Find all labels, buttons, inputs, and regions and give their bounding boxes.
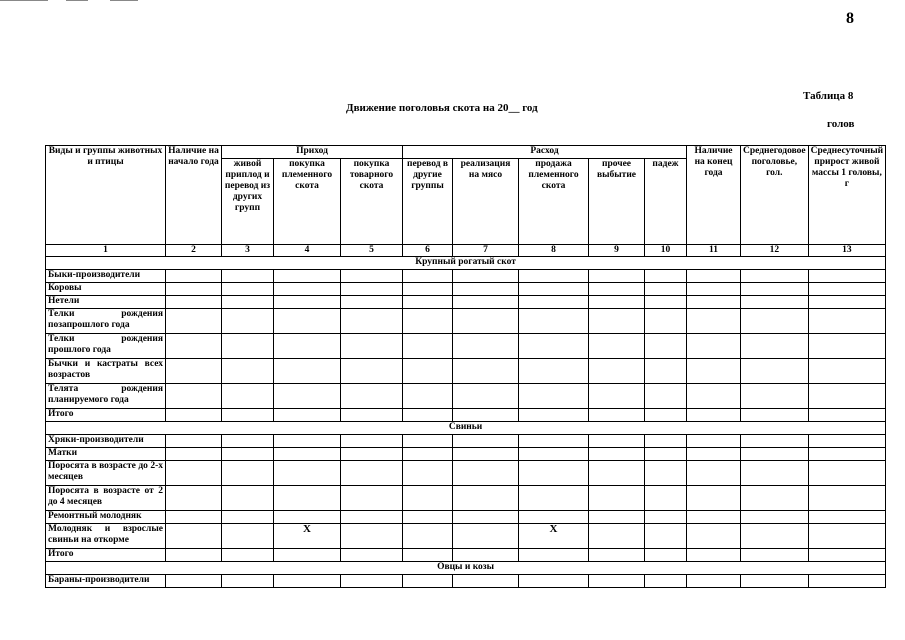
column-number: 9 — [589, 245, 645, 257]
data-cell — [519, 384, 589, 409]
table-row — [46, 309, 886, 334]
row-label: Телки рождения позапрошлого года — [46, 309, 166, 334]
data-cell — [222, 461, 274, 486]
data-cell — [341, 334, 403, 359]
header-gain: Среднесуточный прирост живой массы 1 головы, г — [808, 146, 885, 245]
data-cell — [741, 409, 809, 422]
row-label: Коровы — [46, 283, 166, 296]
data-cell — [166, 461, 222, 486]
data-cell — [808, 461, 885, 486]
data-cell — [645, 270, 687, 283]
page-number: 8 — [846, 10, 854, 27]
data-cell — [403, 435, 453, 448]
data-cell — [453, 448, 519, 461]
data-cell — [808, 283, 885, 296]
data-cell — [403, 334, 453, 359]
data-cell — [519, 309, 589, 334]
data-cell — [222, 511, 274, 524]
row-label: Итого — [46, 549, 166, 562]
data-cell — [341, 435, 403, 448]
data-cell — [687, 296, 741, 309]
table-row — [46, 549, 886, 562]
data-cell — [403, 359, 453, 384]
data-cell — [222, 283, 274, 296]
data-cell — [687, 283, 741, 296]
data-cell — [222, 359, 274, 384]
data-cell — [645, 409, 687, 422]
data-cell — [687, 524, 741, 549]
data-cell — [741, 270, 809, 283]
data-cell — [808, 486, 885, 511]
data-cell — [341, 448, 403, 461]
row-label: Поросята в возрасте от 2 до 4 месяцев — [46, 486, 166, 511]
header-income: Приход — [222, 146, 403, 159]
data-cell — [687, 309, 741, 334]
data-cell — [808, 435, 885, 448]
data-cell — [453, 334, 519, 359]
data-cell — [453, 359, 519, 384]
data-cell — [808, 549, 885, 562]
table-row — [46, 461, 886, 486]
data-cell — [166, 409, 222, 422]
data-cell — [589, 359, 645, 384]
table-row — [46, 296, 886, 309]
data-cell — [403, 384, 453, 409]
data-cell — [453, 549, 519, 562]
header-income-breeding: покупка племенного скота — [274, 159, 341, 245]
data-cell — [403, 461, 453, 486]
data-cell — [645, 524, 687, 549]
data-cell — [274, 448, 341, 461]
data-cell — [645, 283, 687, 296]
table-row — [46, 486, 886, 511]
data-cell — [341, 309, 403, 334]
data-cell — [519, 334, 589, 359]
data-cell — [687, 549, 741, 562]
data-cell — [645, 359, 687, 384]
data-cell — [808, 409, 885, 422]
data-cell — [403, 549, 453, 562]
data-cell — [403, 575, 453, 588]
data-cell — [453, 409, 519, 422]
data-cell — [341, 461, 403, 486]
data-cell — [808, 524, 885, 549]
data-cell — [403, 486, 453, 511]
data-cell — [741, 283, 809, 296]
data-cell — [687, 384, 741, 409]
data-cell — [341, 511, 403, 524]
data-cell — [166, 296, 222, 309]
data-cell — [341, 270, 403, 283]
data-cell — [403, 309, 453, 334]
column-number: 8 — [519, 245, 589, 257]
data-cell — [741, 309, 809, 334]
data-cell — [274, 409, 341, 422]
data-cell — [687, 575, 741, 588]
data-cell — [645, 384, 687, 409]
data-cell — [341, 409, 403, 422]
data-cell — [403, 409, 453, 422]
data-cell — [687, 461, 741, 486]
column-number: 13 — [808, 245, 885, 257]
data-cell — [589, 270, 645, 283]
data-cell — [453, 283, 519, 296]
data-cell — [453, 524, 519, 549]
data-cell — [741, 435, 809, 448]
data-cell — [589, 296, 645, 309]
data-cell — [453, 486, 519, 511]
section-title: Свиньи — [46, 422, 886, 435]
data-cell — [222, 409, 274, 422]
data-cell — [741, 575, 809, 588]
data-cell — [166, 359, 222, 384]
column-number: 11 — [687, 245, 741, 257]
data-cell — [222, 334, 274, 359]
table-number: Таблица 8 — [803, 90, 854, 102]
data-cell — [519, 448, 589, 461]
livestock-movement-table — [45, 145, 886, 588]
data-cell — [166, 270, 222, 283]
data-cell — [519, 296, 589, 309]
column-number: 2 — [166, 245, 222, 257]
header-income-commercial: покупка товарного скота — [341, 159, 403, 245]
data-cell — [808, 575, 885, 588]
data-cell — [403, 283, 453, 296]
data-cell — [741, 549, 809, 562]
data-cell — [589, 448, 645, 461]
row-label: Телки рождения прошлого года — [46, 334, 166, 359]
data-cell — [519, 461, 589, 486]
data-cell — [453, 309, 519, 334]
cross-mark: Х — [519, 524, 589, 549]
header-avg: Среднегодовое поголовье, гол. — [741, 146, 809, 245]
data-cell — [589, 486, 645, 511]
data-cell — [274, 334, 341, 359]
header-expense-meat: реализация на мясо — [453, 159, 519, 245]
column-number: 12 — [741, 245, 809, 257]
section-title: Овцы и козы — [46, 562, 886, 575]
data-cell — [453, 435, 519, 448]
data-cell — [519, 486, 589, 511]
data-cell — [222, 549, 274, 562]
data-cell — [453, 461, 519, 486]
data-cell — [274, 575, 341, 588]
column-number: 4 — [274, 245, 341, 257]
data-cell — [166, 334, 222, 359]
data-cell — [687, 435, 741, 448]
data-cell — [166, 549, 222, 562]
column-number: 7 — [453, 245, 519, 257]
data-cell — [274, 461, 341, 486]
header-expense-transfer: перевод в другие группы — [403, 159, 453, 245]
data-cell — [166, 575, 222, 588]
table-row — [46, 524, 886, 549]
row-label: Быки-производители — [46, 270, 166, 283]
data-cell — [645, 461, 687, 486]
data-cell — [808, 359, 885, 384]
data-cell — [808, 384, 885, 409]
data-cell — [687, 409, 741, 422]
data-cell — [274, 359, 341, 384]
data-cell — [589, 283, 645, 296]
data-cell — [645, 296, 687, 309]
data-cell — [274, 435, 341, 448]
data-cell — [274, 511, 341, 524]
row-label: Молодняк и взрослые свиньи на откорме — [46, 524, 166, 549]
data-cell — [687, 511, 741, 524]
data-cell — [341, 486, 403, 511]
data-cell — [341, 575, 403, 588]
section-row — [46, 257, 886, 270]
data-cell — [274, 296, 341, 309]
data-cell — [808, 296, 885, 309]
data-cell — [166, 511, 222, 524]
column-number: 6 — [403, 245, 453, 257]
data-cell — [645, 511, 687, 524]
table-row — [46, 575, 886, 588]
table-row — [46, 511, 886, 524]
data-cell — [741, 511, 809, 524]
data-cell — [519, 359, 589, 384]
data-cell — [589, 524, 645, 549]
data-cell — [589, 435, 645, 448]
data-cell — [341, 524, 403, 549]
data-cell — [741, 448, 809, 461]
data-cell — [166, 448, 222, 461]
data-cell — [222, 384, 274, 409]
table-row — [46, 283, 886, 296]
data-cell — [808, 309, 885, 334]
row-label: Матки — [46, 448, 166, 461]
data-cell — [645, 334, 687, 359]
column-number-row — [46, 245, 886, 257]
data-cell — [341, 549, 403, 562]
row-label: Телята рождения планируемого года — [46, 384, 166, 409]
header-expense-other: прочее выбытие — [589, 159, 645, 245]
data-cell — [589, 384, 645, 409]
header-start: Наличие на начало года — [166, 146, 222, 245]
row-label: Бычки и кастраты всех возрастов — [46, 359, 166, 384]
data-cell — [741, 461, 809, 486]
data-cell — [741, 384, 809, 409]
data-cell — [645, 309, 687, 334]
data-cell — [341, 296, 403, 309]
data-cell — [222, 270, 274, 283]
data-cell — [403, 511, 453, 524]
data-cell — [222, 524, 274, 549]
data-cell — [166, 524, 222, 549]
row-label: Хряки-производители — [46, 435, 166, 448]
data-cell — [222, 309, 274, 334]
data-cell — [645, 448, 687, 461]
data-cell — [741, 486, 809, 511]
data-cell — [341, 359, 403, 384]
row-label: Поросята в возрасте до 2-х месяцев — [46, 461, 166, 486]
data-cell — [222, 486, 274, 511]
data-cell — [403, 448, 453, 461]
data-cell — [166, 384, 222, 409]
data-cell — [519, 409, 589, 422]
data-cell — [274, 486, 341, 511]
header-end: Наличие на конец года — [687, 146, 741, 245]
section-title: Крупный рогатый скот — [46, 257, 886, 270]
data-cell — [741, 334, 809, 359]
data-cell — [687, 448, 741, 461]
table-title: Движение поголовья скота на 20__ год — [346, 102, 538, 114]
data-cell — [274, 384, 341, 409]
data-cell — [808, 448, 885, 461]
header-income-offspring: живой приплод и перевод из других групп — [222, 159, 274, 245]
data-cell — [403, 270, 453, 283]
data-cell — [589, 409, 645, 422]
column-number: 10 — [645, 245, 687, 257]
data-cell — [341, 283, 403, 296]
data-cell — [645, 486, 687, 511]
table-row — [46, 384, 886, 409]
column-number: 1 — [46, 245, 166, 257]
table-row — [46, 435, 886, 448]
data-cell — [274, 270, 341, 283]
header-expense-death: падеж — [645, 159, 687, 245]
data-cell — [741, 524, 809, 549]
data-cell — [274, 309, 341, 334]
data-cell — [519, 283, 589, 296]
data-cell — [687, 334, 741, 359]
data-cell — [519, 435, 589, 448]
header-expense: Расход — [403, 146, 687, 159]
row-label: Бараны-производители — [46, 575, 166, 588]
data-cell — [589, 575, 645, 588]
data-cell — [589, 549, 645, 562]
data-cell — [589, 461, 645, 486]
data-cell — [687, 486, 741, 511]
data-cell — [453, 511, 519, 524]
data-cell — [589, 334, 645, 359]
data-cell — [166, 309, 222, 334]
data-cell — [403, 524, 453, 549]
data-cell — [645, 575, 687, 588]
data-cell — [519, 575, 589, 588]
data-cell — [519, 270, 589, 283]
header-expense-breeding-sale: продажа племенного скота — [519, 159, 589, 245]
row-label: Ремонтный молодняк — [46, 511, 166, 524]
table-row — [46, 448, 886, 461]
section-row — [46, 562, 886, 575]
data-cell — [589, 309, 645, 334]
data-cell — [453, 296, 519, 309]
data-cell — [519, 549, 589, 562]
data-cell — [645, 435, 687, 448]
data-cell — [741, 296, 809, 309]
data-cell — [341, 384, 403, 409]
data-cell — [453, 575, 519, 588]
section-row — [46, 422, 886, 435]
column-number: 5 — [341, 245, 403, 257]
data-cell — [222, 296, 274, 309]
column-number: 3 — [222, 245, 274, 257]
data-cell — [687, 359, 741, 384]
data-cell — [222, 448, 274, 461]
data-cell — [519, 511, 589, 524]
header-species: Виды и группы животных и птицы — [46, 146, 166, 245]
data-cell — [274, 283, 341, 296]
data-cell — [274, 549, 341, 562]
table-row — [46, 270, 886, 283]
data-cell — [166, 435, 222, 448]
data-cell — [222, 435, 274, 448]
data-cell — [453, 384, 519, 409]
data-cell — [403, 296, 453, 309]
data-cell — [222, 575, 274, 588]
data-cell — [166, 486, 222, 511]
data-cell — [589, 511, 645, 524]
data-cell — [741, 359, 809, 384]
data-cell — [687, 270, 741, 283]
units-label: голов — [827, 118, 855, 130]
data-cell — [808, 270, 885, 283]
data-cell — [453, 270, 519, 283]
table-row — [46, 409, 886, 422]
table-row — [46, 334, 886, 359]
data-cell — [808, 334, 885, 359]
row-label: Итого — [46, 409, 166, 422]
data-cell — [645, 549, 687, 562]
row-label: Нетели — [46, 296, 166, 309]
data-cell — [166, 283, 222, 296]
cross-mark: Х — [274, 524, 341, 549]
table-row — [46, 359, 886, 384]
data-cell — [808, 511, 885, 524]
